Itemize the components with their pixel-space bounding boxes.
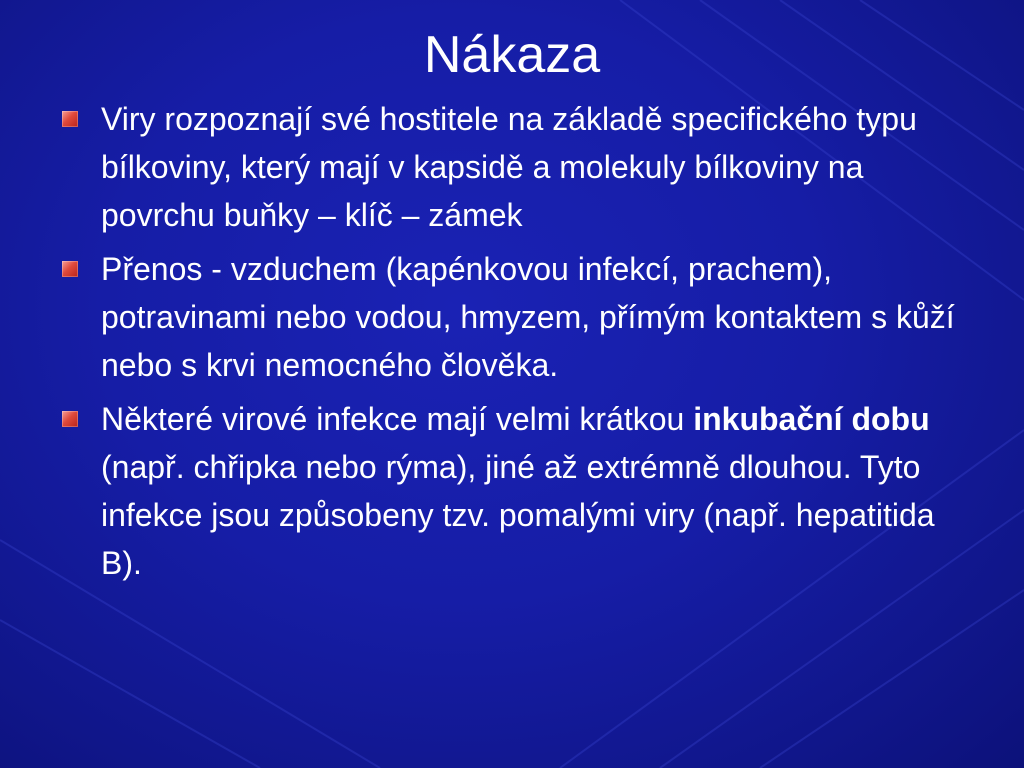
square-bullet-icon [62, 411, 78, 427]
bullet-text: Viry rozpoznají své hostitele na základě specifického typu bílkoviny, který mají v kapsidě a molekuly bílkoviny na povrchu buňky – klíč – zámek [101, 101, 917, 233]
bullet-text: Přenos - vzduchem (kapénkovou infekcí, prachem), potravinami nebo vodou, hmyzem, přímým kontaktem s kůží nebo s krvi nemocného člověka. [101, 251, 955, 383]
slide-title: Nákaza [423, 26, 601, 84]
square-bullet-icon [62, 261, 78, 277]
bullet-text-start: Některé virové infekce mají velmi krátkou [101, 401, 694, 437]
bullet-text-bold: inkubační dobu [693, 401, 930, 437]
bullet-list [60, 95, 960, 593]
bullet-item [60, 245, 960, 389]
bullet-item [60, 95, 960, 239]
bullet-text-end: (např. chřipka nebo rýma), jiné až extrémně dlouhou. Tyto infekce jsou způsobeny tzv. pomalými viry (např. hepatitida B). [101, 449, 935, 581]
square-bullet-icon [62, 111, 78, 127]
bullet-item [60, 395, 960, 587]
